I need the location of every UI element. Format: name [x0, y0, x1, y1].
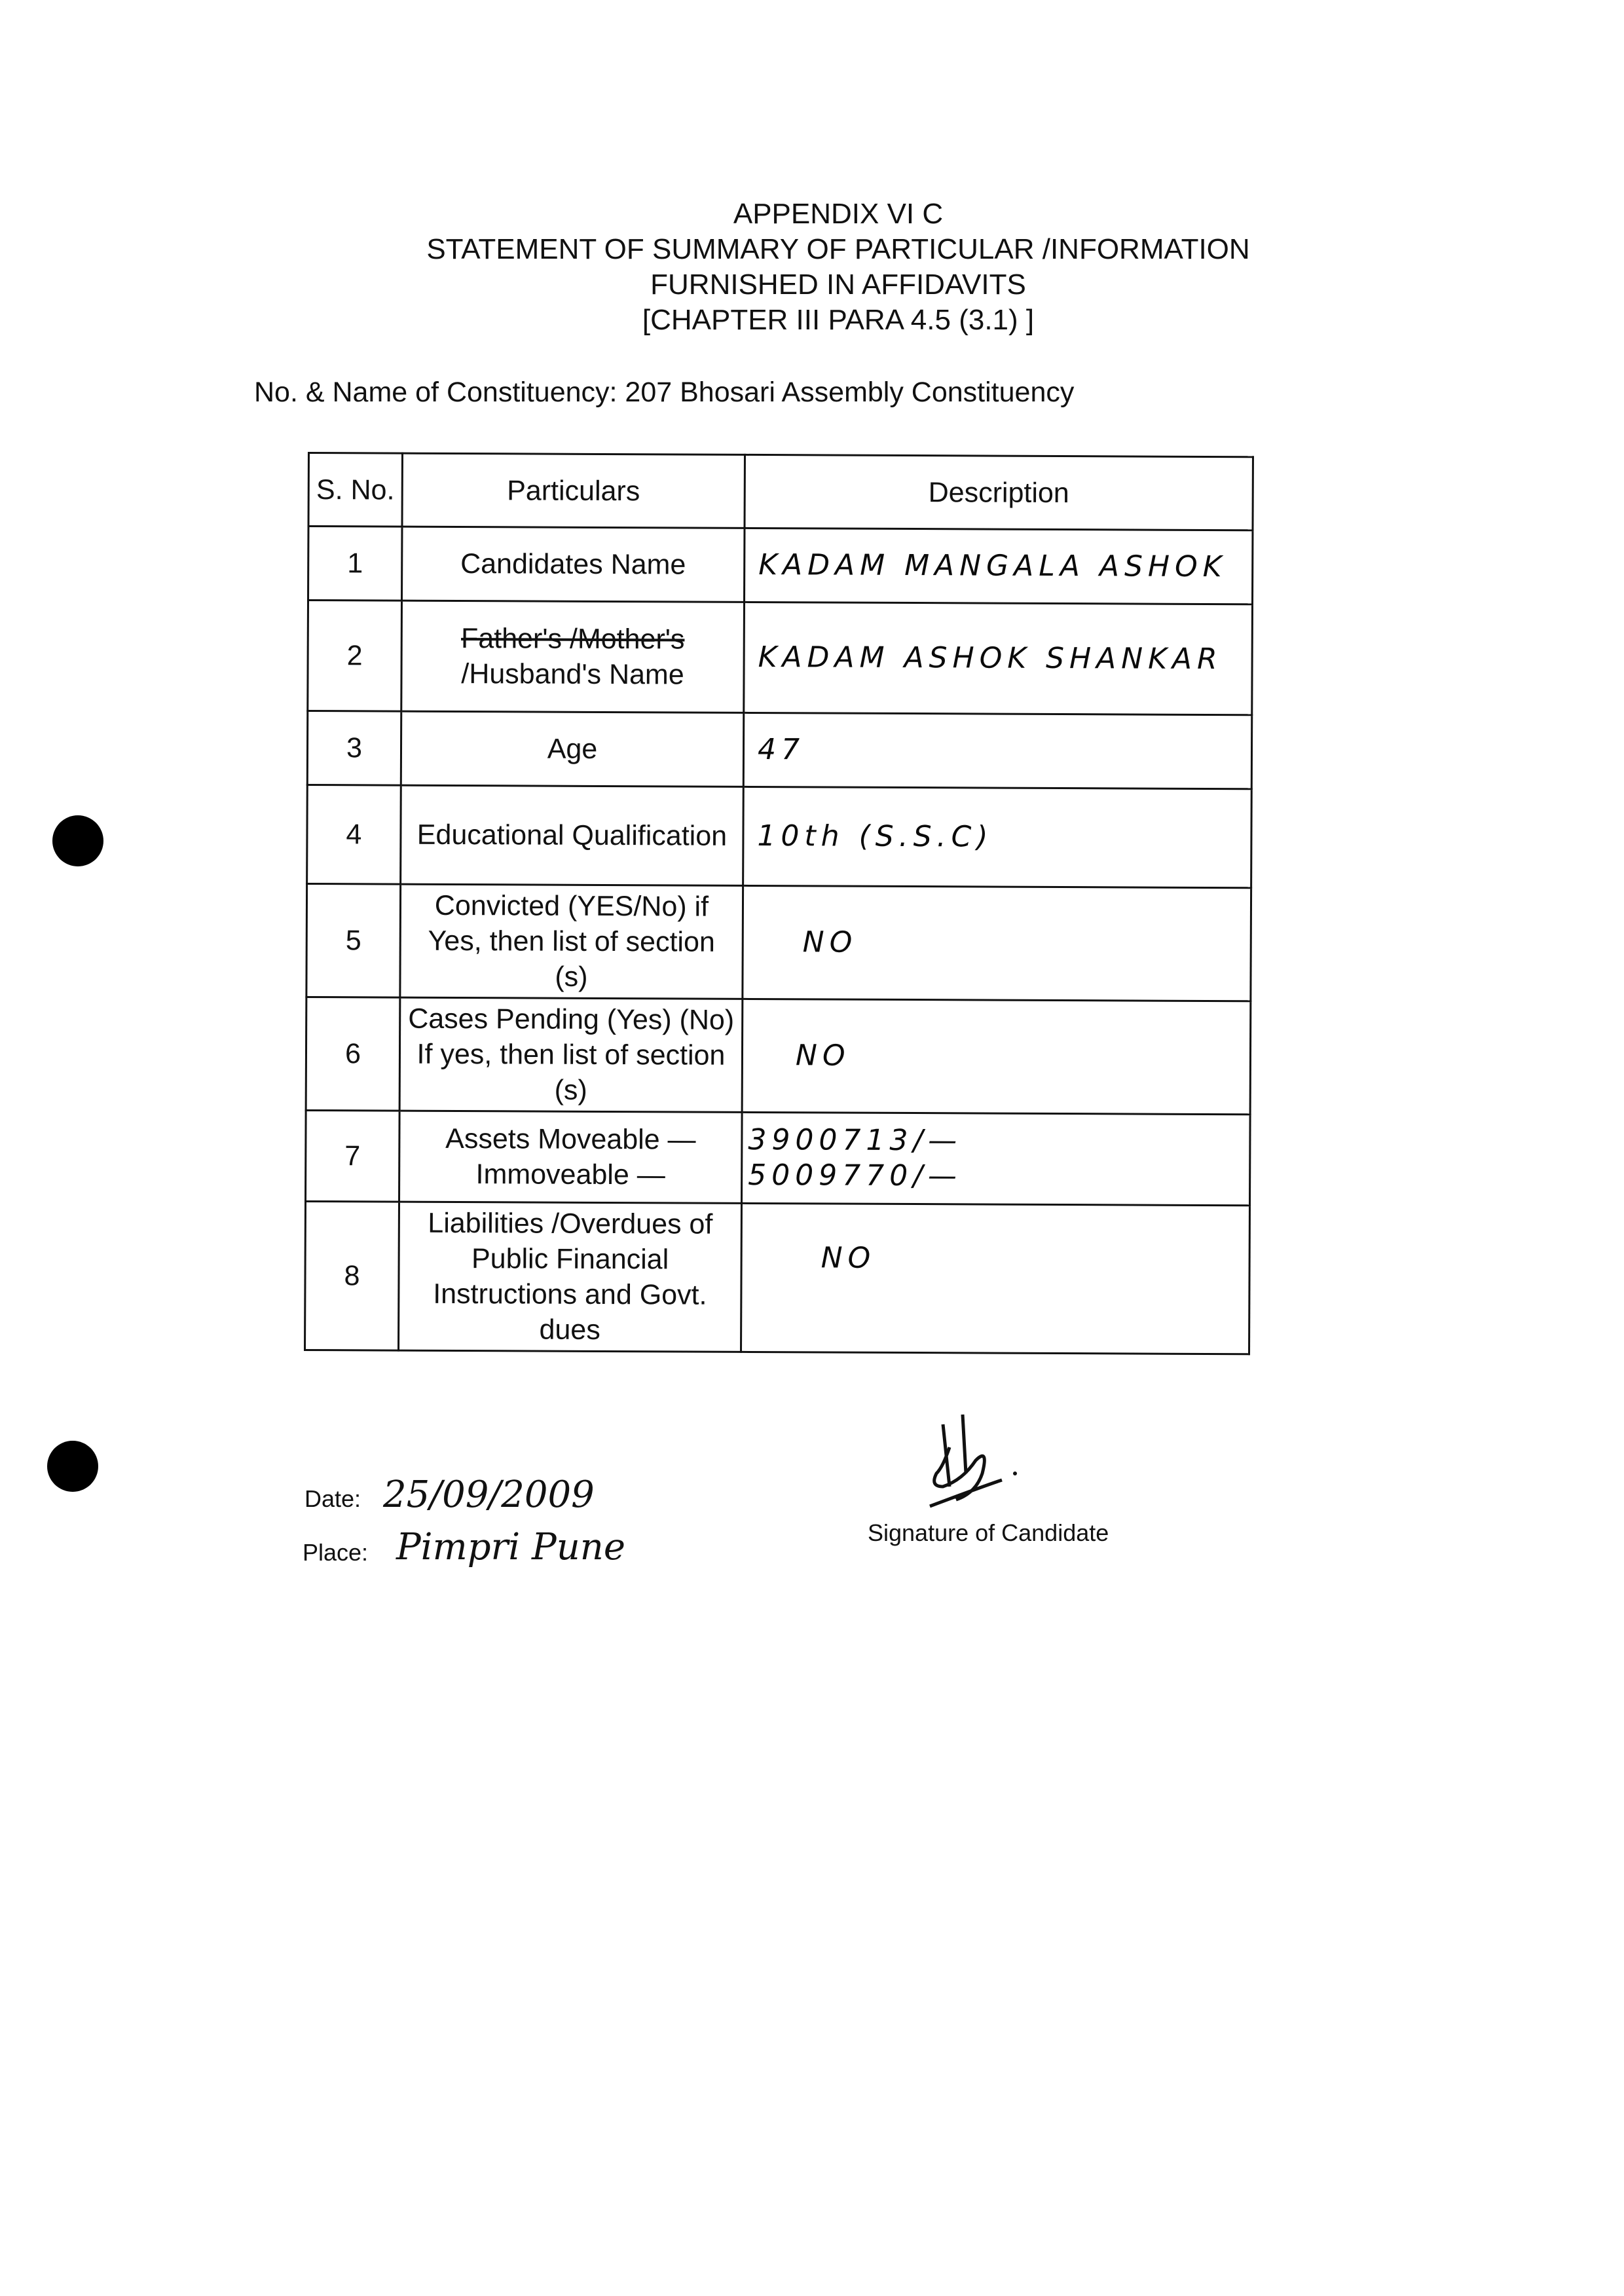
place-value: Pimpri Pune — [396, 1526, 625, 1568]
particular-text: /Husband's Name — [461, 658, 684, 691]
table-row — [305, 1201, 1250, 1354]
table-row — [307, 785, 1252, 888]
row-description: 47 — [743, 713, 1251, 788]
struck-text: Father's /Mother's — [460, 623, 685, 656]
row-sno: 2 — [308, 601, 402, 712]
table-row — [306, 884, 1251, 1001]
row-particular: Candidates Name — [402, 527, 745, 602]
statement-title: STATEMENT OF SUMMARY OF PARTICULAR /INFORMATION — [426, 233, 1250, 265]
row-sno: 5 — [306, 884, 401, 998]
table-row — [308, 601, 1253, 715]
row-particular: Age — [401, 711, 743, 787]
header-description: Description — [745, 454, 1253, 530]
row-sno: 4 — [307, 785, 401, 885]
assets-moveable-value: 3900713/— — [748, 1122, 963, 1158]
row-sno: 6 — [306, 997, 400, 1111]
row-sno: 7 — [306, 1110, 400, 1202]
punch-hole — [47, 1441, 98, 1492]
row-particular: Liabilities /Overdues of Public Financial Instructions and Govt. dues — [399, 1202, 742, 1352]
row-sno: 3 — [307, 711, 401, 786]
date-label: Date: — [304, 1485, 361, 1512]
table-row — [308, 527, 1253, 604]
date-value: 25/09/2009 — [383, 1473, 595, 1516]
candidate-signature — [904, 1408, 1061, 1526]
row-sno: 1 — [308, 527, 402, 601]
header-particulars: Particulars — [402, 453, 745, 528]
row-description: NO — [741, 1203, 1250, 1354]
row-description: NO — [743, 885, 1251, 1001]
row-particular: Educational Qualification — [401, 785, 744, 885]
chapter-reference: [CHAPTER III PARA 4.5 (3.1) ] — [642, 304, 1035, 336]
signature-label: Signature of Candidate — [868, 1519, 1109, 1546]
row-description: KADAM MANGALA ASHOK — [745, 528, 1253, 604]
row-description: KADAM ASHOK SHANKAR — [744, 602, 1253, 714]
assets-immoveable-label: Immoveable — — [475, 1158, 665, 1191]
place-label: Place: — [303, 1539, 369, 1566]
row-particular — [399, 1111, 743, 1203]
punch-hole — [52, 815, 103, 866]
appendix-title: APPENDIX VI C — [733, 198, 944, 230]
particulars-table — [304, 452, 1254, 1355]
document-header — [393, 196, 1283, 338]
table-header-row — [308, 453, 1253, 530]
table-row — [306, 997, 1251, 1114]
row-particular: Cases Pending (Yes) (No) If yes, then list of section (s) — [399, 997, 743, 1112]
assets-moveable-label: Assets Moveable — — [445, 1122, 696, 1156]
header-sno: S. No. — [308, 453, 402, 527]
row-particular: Convicted (YES/No) if Yes, then list of section (s) — [400, 884, 743, 999]
table-row — [306, 1110, 1251, 1205]
constituency-line: No. & Name of Constituency: 207 Bhosari Assembly Constituency — [254, 377, 1075, 408]
table-row — [307, 711, 1251, 789]
statement-subtitle: FURNISHED IN AFFIDAVITS — [650, 268, 1026, 301]
row-description — [741, 1112, 1250, 1205]
row-description: 10th (S.S.C) — [743, 787, 1252, 887]
row-sno: 8 — [305, 1201, 399, 1350]
row-particular — [401, 601, 745, 713]
assets-immoveable-value: 5009770/— — [748, 1158, 963, 1193]
row-description: NO — [742, 999, 1251, 1114]
